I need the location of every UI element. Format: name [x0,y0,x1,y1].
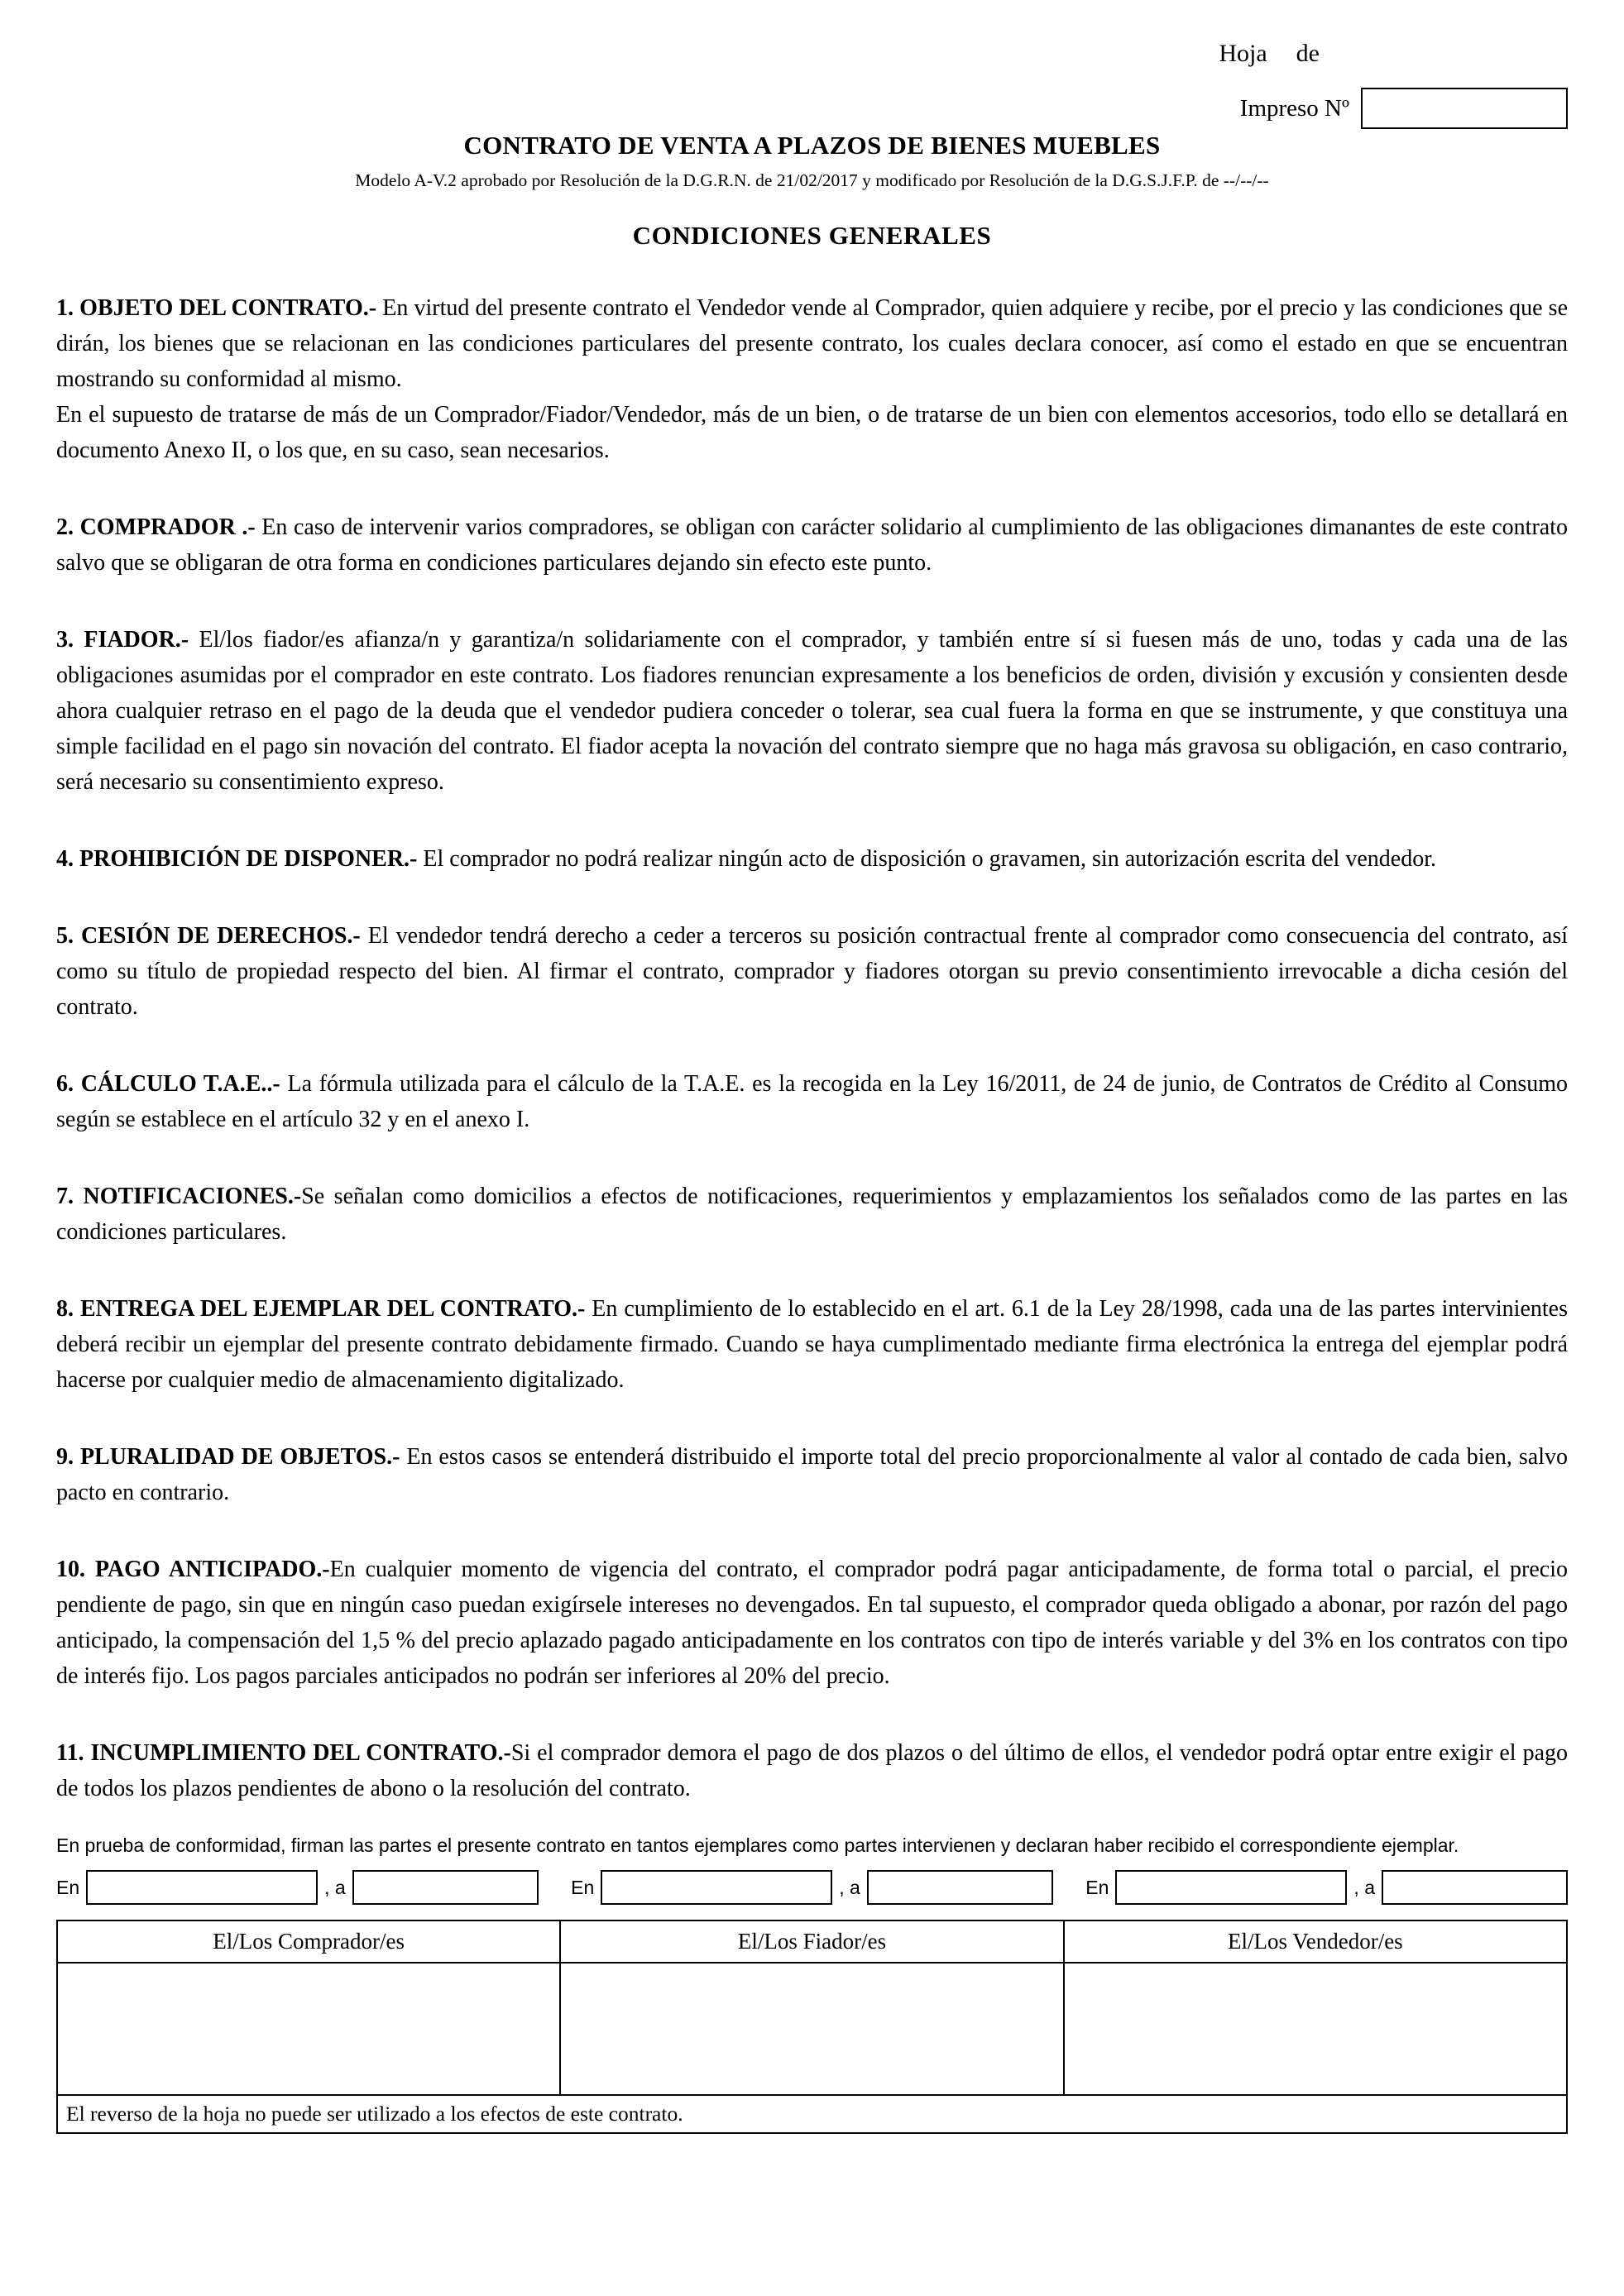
clause-8-heading: 8. ENTREGA DEL EJEMPLAR DEL CONTRATO.- [56,1296,586,1322]
clause-7-heading: 7. NOTIFICACIONES.- [56,1184,302,1209]
place-label: En [571,1876,595,1898]
table-header-vendedor: El/Los Vendedor/es [1064,1921,1567,1963]
clause-3-fiador [56,622,1568,800]
place-label: En [1085,1876,1109,1898]
clause-1-objeto-del-contrato [56,290,1568,468]
table-header-comprador: El/Los Comprador/es [57,1921,560,1963]
date-input-vendedor[interactable] [1382,1870,1568,1905]
place-date-group-vendedor [1085,1870,1568,1905]
place-input-vendedor[interactable] [1115,1870,1347,1905]
clause-11-body: Si el comprador demora el pago de dos plazos o del último de ellos, el vendedor podrá optar entre exigir el pago de todos los plazos pendientes de abono o la resolución del contrato. [56,1740,1568,1801]
date-input-comprador[interactable] [352,1870,539,1905]
section-title: CONDICIONES GENERALES [632,221,992,250]
clause-8-entrega-del-ejemplar [56,1291,1568,1398]
signature-area-fiador[interactable] [560,1963,1063,2095]
date-label: , a [1353,1876,1375,1898]
signature-area-vendedor[interactable] [1064,1963,1567,2095]
clause-11-heading: 11. INCUMPLIMIENTO DEL CONTRATO.- [56,1740,511,1766]
clause-5-cesion-de-derechos [56,918,1568,1025]
clause-5-heading: 5. CESIÓN DE DERECHOS.- [56,923,361,949]
clause-11-incumplimiento [56,1735,1568,1806]
clause-9-body: En estos casos se entenderá distribuido el importe total del precio proporcionalmente al valor al contado de cada bien, salvo pacto en contrario. [56,1444,1568,1505]
conformity-statement: En prueba de conformidad, firman las partes el presente contrato en tantos ejemplares como partes intervienen y declaran haber recibido el correspondiente ejemplar. [56,1834,1459,1856]
clause-3-body: El/los fiador/es afianza/n y garantiza/n solidariamente con el comprador, y también entre sí si fuesen más de uno, todas y cada una de las obligaciones asumidas por el comprador en este contrato. Los fiadores renuncian expresamente a los beneficios de orden, división y excusión y consienten desde ahora cualquier retraso en el pago de la deuda que el vendedor pudiera conceder o tolerar, sea cual fuera la forma en que se instrumente, y que constituya una simple facilidad en el pago sin novación del contrato. El fiador acepta la novación del contrato siempre que no haga más gravosa su obligación, en caso contrario, será necesario su consentimiento expreso. [56,627,1568,795]
clause-10-pago-anticipado [56,1552,1568,1694]
place-date-group-fiador [571,1870,1053,1905]
signature-table-note-row [57,2095,1567,2133]
clause-4-prohibicion-de-disponer [56,841,1568,877]
place-date-row [56,1870,1568,1905]
place-input-fiador[interactable] [601,1870,832,1905]
clause-4-heading: 4. PROHIBICIÓN DE DISPONER.- [56,846,418,872]
clause-6-calculo-tae [56,1066,1568,1137]
date-label: , a [839,1876,860,1898]
date-input-fiador[interactable] [867,1870,1053,1905]
document-subtitle: Modelo A-V.2 aprobado por Resolución de la D.G.R.N. de 21/02/2017 y modificado por Resolución de la D.G.S.J.F.P. de --/--/-- [355,170,1269,190]
clause-9-heading: 9. PLURALIDAD DE OBJETOS.- [56,1444,400,1470]
clause-1-body: En virtud del presente contrato el Vendedor vende al Comprador, quien adquiere y recibe, por el precio y las condiciones que se dirán, los bienes que se relacionan en las condiciones particulares del presente contrato, los cuales declara conocer, así como el estado en que se encuentran mostrando su conformidad al mismo. [56,295,1569,392]
place-date-group-comprador [56,1870,539,1905]
place-label: En [56,1876,80,1898]
clause-10-body: En cualquier momento de vigencia del contrato, el comprador podrá pagar anticipadamente, de forma total o parcial, el precio pendiente de pago, sin que en ningún caso puedan exigírsele intereses no devengados. En tal supuesto, el comprador queda obligado a abonar, por razón del pago anticipado, la compensación del 1,5 % del precio aplazado pagado anticipadamente en los contratos con tipo de interés variable y del 3% en los contratos con tipo de interés fijo. Los pagos parciales anticipados no podrán ser inferiores al 20% del precio. [56,1557,1569,1689]
reverse-note: El reverso de la hoja no puede ser utilizado a los efectos de este contrato. [57,2095,1567,2133]
clause-6-body: La fórmula utilizada para el cálculo de la T.A.E. es la recogida en la Ley 16/2011, de 24 de junio, de Contratos de Crédito al Consumo según se establece en el artículo 32 y en el anexo I. [56,1071,1569,1132]
clause-2-body: En caso de intervenir varios compradores, se obligan con carácter solidario al cumplimiento de las obligaciones dimanantes de este contrato salvo que se obligaran de otra forma en condiciones particulares dejando sin efecto este punto. [56,514,1568,576]
clause-2-comprador [56,509,1568,581]
impreso-row [56,88,1568,129]
signature-table [56,1920,1568,2134]
place-input-comprador[interactable] [86,1870,318,1905]
signature-table-signing-row [57,1963,1567,2095]
clause-1-heading: 1. OBJETO DEL CONTRATO.- [56,295,377,321]
table-header-fiador: El/Los Fiador/es [560,1921,1063,1963]
clause-8-body: En cumplimiento de lo establecido en el art. 6.1 de la Ley 28/1998, cada una de las partes intervinientes deberá recibir un ejemplar del presente contrato debidamente firmado. Cuando se haya cumplimentado mediante firma electrónica la entrega del ejemplar podrá hacerse por cualquier medio de almacenamiento digitalizado. [56,1296,1568,1393]
clause-9-pluralidad-de-objetos [56,1439,1568,1510]
date-label: , a [324,1876,346,1898]
clause-3-heading: 3. FIADOR.- [56,627,189,653]
signature-area-comprador[interactable] [57,1963,560,2095]
document-title: CONTRATO DE VENTA A PLAZOS DE BIENES MUEBLES [463,131,1161,160]
clause-7-notificaciones [56,1179,1568,1250]
clause-1-extra-paragraph: En el supuesto de tratarse de más de un Comprador/Fiador/Vendedor, más de un bien, o de tratarse de un bien con elementos accesorios, todo ello se detallará en documento Anexo II, o los que, en su caso, sean necesarios. [56,402,1568,463]
clause-4-body: El comprador no podrá realizar ningún acto de disposición o gravamen, sin autorización escrita del vendedor. [417,846,1436,872]
signature-table-header-row [57,1921,1567,1963]
clause-10-heading: 10. PAGO ANTICIPADO.- [56,1557,330,1582]
impreso-number-input[interactable] [1361,88,1568,129]
impreso-label: Impreso Nº [1239,94,1349,122]
clause-7-body: Se señalan como domicilios a efectos de notificaciones, requerimientos y emplazamientos los señalados como de las partes en las condiciones particulares. [56,1184,1568,1245]
hoja-de-label: Hoja de [1219,40,1320,67]
clause-2-heading: 2. COMPRADOR .- [56,514,256,540]
clauses-container [56,290,1568,1806]
clause-6-heading: 6. CÁLCULO T.A.E..- [56,1071,280,1097]
clause-5-body: El vendedor tendrá derecho a ceder a terceros su posición contractual frente al comprador como consecuencia del contrato, así como su título de propiedad respecto del bien. Al firmar el contrato, comprador y fiadores otorgan su previo consentimiento irrevocable a dicha cesión del contrato. [56,923,1568,1020]
